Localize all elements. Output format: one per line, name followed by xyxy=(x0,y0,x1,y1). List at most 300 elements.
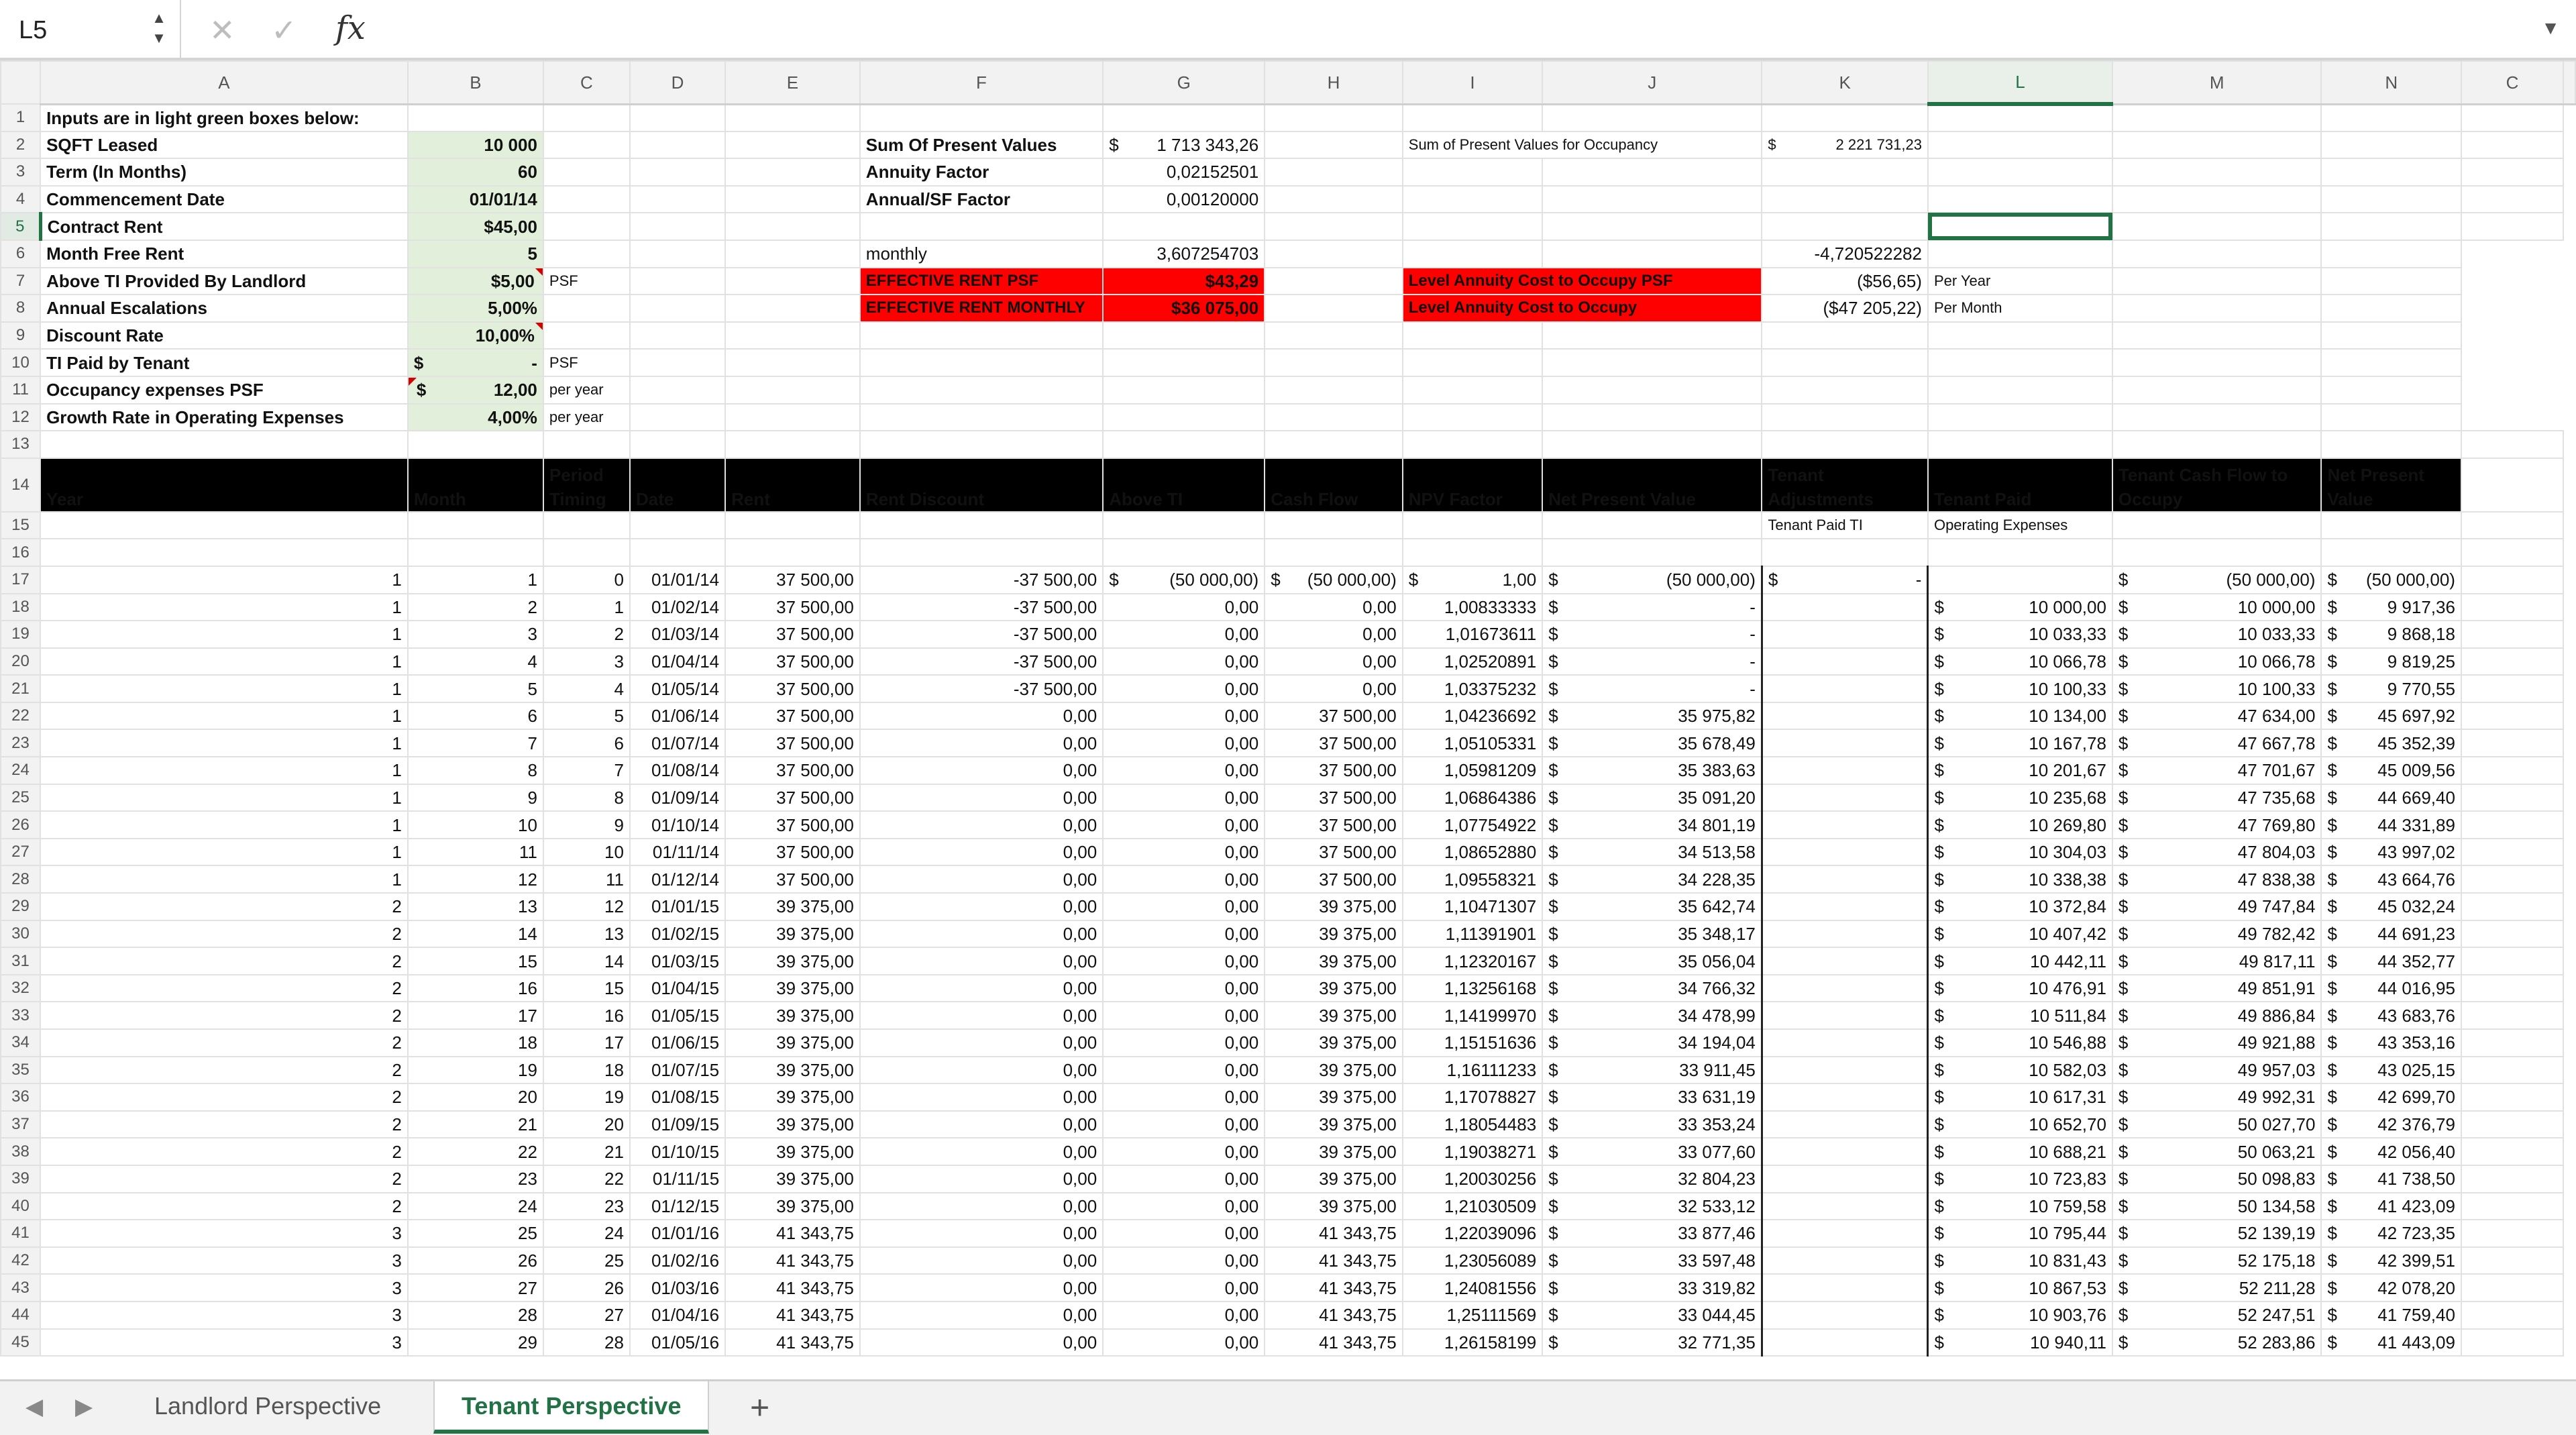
cell-tenant-npv[interactable] xyxy=(2321,1165,2461,1193)
input-value[interactable] xyxy=(408,240,543,268)
cell-npv-factor[interactable] xyxy=(1403,757,1542,784)
cell-rent[interactable] xyxy=(725,757,860,784)
cell-tenant-npv[interactable] xyxy=(2321,839,2461,866)
cell[interactable] xyxy=(725,376,860,404)
cell-date[interactable] xyxy=(630,784,725,812)
row-header[interactable]: 18 xyxy=(1,594,40,621)
cell[interactable] xyxy=(1265,295,1403,322)
cell-npv-factor[interactable] xyxy=(1403,1165,1542,1193)
cell-tenant-paid[interactable] xyxy=(1928,1165,2112,1193)
cell[interactable] xyxy=(1265,349,1403,376)
cell-rent-discount[interactable] xyxy=(860,566,1103,594)
cell-rent-discount[interactable] xyxy=(860,648,1103,676)
cell[interactable] xyxy=(1542,512,1762,539)
cell-npv[interactable] xyxy=(1542,1083,1762,1111)
cell-cash-flow[interactable] xyxy=(1265,1274,1403,1301)
name-box-stepper-icon[interactable]: ▲ ▼ xyxy=(152,9,166,46)
cell-month[interactable] xyxy=(408,1301,543,1329)
cell-year[interactable] xyxy=(40,1111,408,1138)
cell-rent-discount[interactable] xyxy=(860,1002,1103,1029)
cell[interactable] xyxy=(543,240,630,268)
cell[interactable] xyxy=(630,268,725,295)
cell[interactable] xyxy=(1542,240,1762,268)
cell[interactable] xyxy=(630,240,725,268)
row-header[interactable]: 32 xyxy=(1,975,40,1002)
cell-npv[interactable] xyxy=(1542,1002,1762,1029)
cell-tenant-adjustment[interactable] xyxy=(1762,566,1928,594)
cell-above-ti[interactable] xyxy=(1103,566,1265,594)
cell-date[interactable] xyxy=(630,1002,725,1029)
cell[interactable] xyxy=(1265,404,1403,431)
row-header[interactable]: 21 xyxy=(1,675,40,702)
cell-month[interactable] xyxy=(408,1029,543,1057)
cell-above-ti[interactable] xyxy=(1103,1002,1265,1029)
cell-date[interactable] xyxy=(630,594,725,621)
cell-tenant-npv[interactable] xyxy=(2321,947,2461,975)
name-box-value[interactable]: L5 xyxy=(19,16,48,44)
cell[interactable] xyxy=(1103,539,1265,566)
cell-npv[interactable] xyxy=(1542,729,1762,757)
cell-month[interactable] xyxy=(408,594,543,621)
cell[interactable] xyxy=(1762,322,1928,350)
input-value[interactable] xyxy=(408,213,543,240)
cell-month[interactable] xyxy=(408,729,543,757)
cell[interactable] xyxy=(630,404,725,431)
cancel-icon[interactable]: ✕ xyxy=(209,13,235,48)
column-header[interactable]: L xyxy=(1928,61,2112,104)
cell-above-ti[interactable] xyxy=(1103,811,1265,839)
cell[interactable] xyxy=(408,512,543,539)
cell-above-ti[interactable] xyxy=(1103,648,1265,676)
cell-date[interactable] xyxy=(630,811,725,839)
cell-tenant-paid[interactable] xyxy=(1928,621,2112,648)
cell[interactable] xyxy=(1762,539,1928,566)
cell[interactable] xyxy=(2461,839,2563,866)
column-header[interactable]: H xyxy=(1265,61,1403,104)
cell[interactable] xyxy=(630,349,725,376)
cell[interactable] xyxy=(860,104,1103,131)
cell-period[interactable] xyxy=(543,1274,630,1301)
cell-tenant-cash-flow[interactable] xyxy=(2112,757,2322,784)
cell-date[interactable] xyxy=(630,675,725,702)
cell-tenant-adjustment[interactable] xyxy=(1762,1301,1928,1329)
row-header[interactable]: 17 xyxy=(1,566,40,594)
cell-npv[interactable] xyxy=(1542,566,1762,594)
cell[interactable] xyxy=(2112,240,2322,268)
unit-label[interactable] xyxy=(1928,295,2112,322)
cell-tenant-cash-flow[interactable] xyxy=(2112,1274,2322,1301)
cell-npv[interactable] xyxy=(1542,784,1762,812)
cell[interactable] xyxy=(2461,1247,2563,1275)
input-label[interactable] xyxy=(40,376,408,404)
cell[interactable] xyxy=(860,404,1103,431)
cell[interactable] xyxy=(2321,213,2461,240)
cell-npv-factor[interactable] xyxy=(1403,947,1542,975)
cell-tenant-cash-flow[interactable] xyxy=(2112,1301,2322,1329)
fx-icon[interactable]: fx xyxy=(335,9,366,47)
cell-tenant-adjustment[interactable] xyxy=(1762,1138,1928,1165)
cell-rent[interactable] xyxy=(725,1329,860,1357)
comment-indicator-icon[interactable] xyxy=(535,322,543,330)
cell-tenant-adjustment[interactable] xyxy=(1762,893,1928,920)
cell-npv-factor[interactable] xyxy=(1403,1002,1542,1029)
cell-tenant-adjustment[interactable] xyxy=(1762,1247,1928,1275)
cell-tenant-cash-flow[interactable] xyxy=(2112,1220,2322,1247)
cell[interactable] xyxy=(2112,376,2322,404)
cell[interactable] xyxy=(1265,158,1403,186)
cell-cash-flow[interactable] xyxy=(1265,1138,1403,1165)
cell-rent-discount[interactable] xyxy=(860,1193,1103,1220)
cell-year[interactable] xyxy=(40,702,408,730)
cell-tenant-paid[interactable] xyxy=(1928,947,2112,975)
cell-tenant-cash-flow[interactable] xyxy=(2112,865,2322,893)
cell-cash-flow[interactable] xyxy=(1265,702,1403,730)
cell-npv-factor[interactable] xyxy=(1403,1083,1542,1111)
cell-above-ti[interactable] xyxy=(1103,1029,1265,1057)
add-sheet-icon[interactable]: + xyxy=(750,1389,770,1426)
summary-label[interactable] xyxy=(860,158,1103,186)
cell-tenant-paid[interactable] xyxy=(1928,1138,2112,1165)
cell[interactable] xyxy=(2461,1301,2563,1329)
cell-tenant-adjustment[interactable] xyxy=(1762,1029,1928,1057)
cell[interactable] xyxy=(40,512,408,539)
cell[interactable] xyxy=(2461,186,2563,213)
name-box[interactable] xyxy=(0,0,181,59)
cell[interactable] xyxy=(630,431,725,458)
cell-date[interactable] xyxy=(630,1165,725,1193)
cell-month[interactable] xyxy=(408,1138,543,1165)
cell[interactable] xyxy=(1762,376,1928,404)
cell-period[interactable] xyxy=(543,947,630,975)
chevron-left-icon[interactable]: ◀ xyxy=(25,1394,44,1420)
cell-npv[interactable] xyxy=(1542,621,1762,648)
cell-tenant-paid[interactable] xyxy=(1928,1057,2112,1084)
cell-period[interactable] xyxy=(543,675,630,702)
cell-period[interactable] xyxy=(543,1329,630,1357)
cell[interactable] xyxy=(725,295,860,322)
cell[interactable] xyxy=(2321,240,2461,268)
column-header[interactable]: K xyxy=(1762,61,1928,104)
cell-tenant-cash-flow[interactable] xyxy=(2112,1247,2322,1275)
row-header[interactable]: 9 xyxy=(1,322,40,350)
row-header[interactable]: 39 xyxy=(1,1165,40,1193)
cell[interactable] xyxy=(1542,539,1762,566)
cell-tenant-npv[interactable] xyxy=(2321,893,2461,920)
cell-period[interactable] xyxy=(543,729,630,757)
cell-rent-discount[interactable] xyxy=(860,1247,1103,1275)
cell-npv[interactable] xyxy=(1542,811,1762,839)
cell[interactable] xyxy=(2112,213,2322,240)
cell-month[interactable] xyxy=(408,920,543,948)
cell-month[interactable] xyxy=(408,1002,543,1029)
cell[interactable] xyxy=(1928,404,2112,431)
cell-npv-factor[interactable] xyxy=(1403,594,1542,621)
cell-rent[interactable] xyxy=(725,1301,860,1329)
cell-date[interactable] xyxy=(630,757,725,784)
column-header[interactable]: E xyxy=(725,61,860,104)
cell-tenant-npv[interactable] xyxy=(2321,1274,2461,1301)
cell-npv-factor[interactable] xyxy=(1403,1138,1542,1165)
cell[interactable] xyxy=(1403,376,1542,404)
cell-tenant-npv[interactable] xyxy=(2321,920,2461,948)
cell[interactable] xyxy=(408,431,543,458)
cell-period[interactable] xyxy=(543,865,630,893)
cell[interactable] xyxy=(1265,512,1403,539)
cell[interactable] xyxy=(1403,186,1542,213)
row-header[interactable]: 11 xyxy=(1,376,40,404)
cell[interactable] xyxy=(2321,404,2461,431)
cell-period[interactable] xyxy=(543,757,630,784)
cell[interactable] xyxy=(1265,268,1403,295)
cell-above-ti[interactable] xyxy=(1103,1083,1265,1111)
cell[interactable] xyxy=(1928,322,2112,350)
header-tenant-cash-flow[interactable] xyxy=(2112,458,2322,512)
cell-npv[interactable] xyxy=(1542,1111,1762,1138)
cell-npv-factor[interactable] xyxy=(1403,621,1542,648)
cell-rent[interactable] xyxy=(725,1002,860,1029)
cell-rent-discount[interactable] xyxy=(860,729,1103,757)
level-annuity-psf-label[interactable] xyxy=(1403,268,1762,295)
cell[interactable] xyxy=(1928,104,2112,131)
input-label[interactable] xyxy=(40,268,408,295)
cell[interactable] xyxy=(2461,104,2563,131)
cell-above-ti[interactable] xyxy=(1103,784,1265,812)
input-label[interactable] xyxy=(40,240,408,268)
cell-tenant-npv[interactable] xyxy=(2321,1138,2461,1165)
summary-value[interactable] xyxy=(1762,131,1928,159)
cell-cash-flow[interactable] xyxy=(1265,1301,1403,1329)
cell-cash-flow[interactable] xyxy=(1265,1193,1403,1220)
cell[interactable] xyxy=(408,539,543,566)
cell-month[interactable] xyxy=(408,1111,543,1138)
cell-year[interactable] xyxy=(40,1329,408,1357)
cell-npv-factor[interactable] xyxy=(1403,1274,1542,1301)
cell-rent-discount[interactable] xyxy=(860,1274,1103,1301)
cell-tenant-adjustment[interactable] xyxy=(1762,784,1928,812)
input-label[interactable] xyxy=(40,213,408,240)
cell[interactable] xyxy=(630,158,725,186)
cell-date[interactable] xyxy=(630,865,725,893)
cell-above-ti[interactable] xyxy=(1103,1057,1265,1084)
effective-rent-monthly-value[interactable] xyxy=(1103,295,1265,322)
row-header[interactable]: 22 xyxy=(1,702,40,730)
cell-month[interactable] xyxy=(408,1057,543,1084)
cell-year[interactable] xyxy=(40,1274,408,1301)
cell[interactable] xyxy=(725,213,860,240)
selected-cell-l5[interactable] xyxy=(1928,213,2112,240)
cell-month[interactable] xyxy=(408,784,543,812)
header-cash-flow[interactable] xyxy=(1265,458,1403,512)
summary-label[interactable] xyxy=(860,131,1103,159)
cell[interactable] xyxy=(2461,1002,2563,1029)
cell[interactable] xyxy=(1403,240,1542,268)
cell-period[interactable] xyxy=(543,1057,630,1084)
cell-tenant-cash-flow[interactable] xyxy=(2112,1083,2322,1111)
cell-above-ti[interactable] xyxy=(1103,975,1265,1002)
cell-npv-factor[interactable] xyxy=(1403,648,1542,676)
cell[interactable] xyxy=(1542,213,1762,240)
cell-above-ti[interactable] xyxy=(1103,1220,1265,1247)
cell-rent-discount[interactable] xyxy=(860,784,1103,812)
cell[interactable] xyxy=(1403,104,1542,131)
unit-label[interactable] xyxy=(543,268,630,295)
cell-rent-discount[interactable] xyxy=(860,920,1103,948)
cell-tenant-paid[interactable] xyxy=(1928,811,2112,839)
cell-period[interactable] xyxy=(543,1029,630,1057)
cell-date[interactable] xyxy=(630,1029,725,1057)
cell-rent[interactable] xyxy=(725,1057,860,1084)
row-header[interactable]: 10 xyxy=(1,349,40,376)
cell-year[interactable] xyxy=(40,947,408,975)
cell-tenant-paid[interactable] xyxy=(1928,975,2112,1002)
cell-npv[interactable] xyxy=(1542,947,1762,975)
cell[interactable] xyxy=(2461,920,2563,948)
cell[interactable] xyxy=(725,404,860,431)
cell[interactable] xyxy=(630,322,725,350)
cell-month[interactable] xyxy=(408,566,543,594)
cell[interactable] xyxy=(543,158,630,186)
cell-rent[interactable] xyxy=(725,1274,860,1301)
cell-rent[interactable] xyxy=(725,729,860,757)
cell-tenant-adjustment[interactable] xyxy=(1762,839,1928,866)
cell[interactable] xyxy=(2461,947,2563,975)
cell-cash-flow[interactable] xyxy=(1265,893,1403,920)
cell-date[interactable] xyxy=(630,1274,725,1301)
header-tenant-paid[interactable] xyxy=(1928,458,2112,512)
cell[interactable] xyxy=(1265,186,1403,213)
cell-tenant-cash-flow[interactable] xyxy=(2112,594,2322,621)
cell[interactable] xyxy=(1928,240,2112,268)
input-label[interactable] xyxy=(40,349,408,376)
cell[interactable] xyxy=(1403,431,1542,458)
row-header[interactable]: 23 xyxy=(1,729,40,757)
cell[interactable] xyxy=(2112,539,2322,566)
cell-tenant-paid[interactable] xyxy=(1928,865,2112,893)
cell-rent-discount[interactable] xyxy=(860,1083,1103,1111)
cell-tenant-npv[interactable] xyxy=(2321,675,2461,702)
cell-year[interactable] xyxy=(40,729,408,757)
unit-label[interactable] xyxy=(543,349,630,376)
cell-date[interactable] xyxy=(630,1301,725,1329)
column-header[interactable]: I xyxy=(1403,61,1542,104)
cell-tenant-npv[interactable] xyxy=(2321,811,2461,839)
cell[interactable] xyxy=(1265,213,1403,240)
cell[interactable] xyxy=(1542,431,1762,458)
cell[interactable] xyxy=(1928,431,2112,458)
cell-tenant-adjustment[interactable] xyxy=(1762,757,1928,784)
cell-rent-discount[interactable] xyxy=(860,757,1103,784)
cell-period[interactable] xyxy=(543,1083,630,1111)
cell[interactable] xyxy=(2461,1220,2563,1247)
cell-above-ti[interactable] xyxy=(1103,839,1265,866)
cell-month[interactable] xyxy=(408,811,543,839)
cell[interactable] xyxy=(2461,1083,2563,1111)
cell-month[interactable] xyxy=(408,893,543,920)
cell-rent[interactable] xyxy=(725,947,860,975)
cell-rent[interactable] xyxy=(725,1138,860,1165)
input-label[interactable] xyxy=(40,295,408,322)
cell-above-ti[interactable] xyxy=(1103,729,1265,757)
summary-label[interactable] xyxy=(860,186,1103,213)
cell-npv-factor[interactable] xyxy=(1403,675,1542,702)
cell-tenant-cash-flow[interactable] xyxy=(2112,811,2322,839)
row-header[interactable]: 3 xyxy=(1,158,40,186)
column-header[interactable]: D xyxy=(630,61,725,104)
cell[interactable] xyxy=(2461,811,2563,839)
cell[interactable] xyxy=(2461,1057,2563,1084)
comment-indicator-icon[interactable] xyxy=(409,378,417,386)
cell[interactable] xyxy=(1265,431,1403,458)
cell[interactable] xyxy=(2321,376,2461,404)
cell-cash-flow[interactable] xyxy=(1265,1220,1403,1247)
row-header[interactable]: 28 xyxy=(1,865,40,893)
cell-year[interactable] xyxy=(40,1301,408,1329)
cell-rent-discount[interactable] xyxy=(860,1165,1103,1193)
cell-rent-discount[interactable] xyxy=(860,947,1103,975)
cell-npv-factor[interactable] xyxy=(1403,839,1542,866)
unit-label[interactable] xyxy=(543,404,630,431)
cell-month[interactable] xyxy=(408,947,543,975)
cell[interactable] xyxy=(1928,158,2112,186)
cell-tenant-cash-flow[interactable] xyxy=(2112,1111,2322,1138)
row-header[interactable]: 1 xyxy=(1,104,40,131)
cell-rent-discount[interactable] xyxy=(860,621,1103,648)
cell[interactable] xyxy=(1762,213,1928,240)
cell-rent-discount[interactable] xyxy=(860,1220,1103,1247)
summary-value[interactable] xyxy=(1762,240,1928,268)
cell-tenant-npv[interactable] xyxy=(2321,1057,2461,1084)
cell-npv[interactable] xyxy=(1542,975,1762,1002)
cell[interactable] xyxy=(630,131,725,159)
cell-rent[interactable] xyxy=(725,1111,860,1138)
cell-tenant-npv[interactable] xyxy=(2321,865,2461,893)
cell-period[interactable] xyxy=(543,702,630,730)
cell-npv-factor[interactable] xyxy=(1403,1111,1542,1138)
cell-tenant-adjustment[interactable] xyxy=(1762,594,1928,621)
cell-period[interactable] xyxy=(543,1193,630,1220)
row-header[interactable]: 5 xyxy=(1,213,40,240)
cell[interactable] xyxy=(2112,158,2322,186)
cell-year[interactable] xyxy=(40,920,408,948)
cell-date[interactable] xyxy=(630,920,725,948)
cell-year[interactable] xyxy=(40,648,408,676)
cell-year[interactable] xyxy=(40,1220,408,1247)
cell-tenant-paid[interactable] xyxy=(1928,1247,2112,1275)
cell[interactable] xyxy=(2321,349,2461,376)
cell-tenant-npv[interactable] xyxy=(2321,757,2461,784)
cell[interactable] xyxy=(40,539,408,566)
cell-period[interactable] xyxy=(543,1138,630,1165)
row-header[interactable]: 36 xyxy=(1,1083,40,1111)
summary-value[interactable] xyxy=(1103,131,1265,159)
cell-tenant-npv[interactable] xyxy=(2321,1002,2461,1029)
row-header[interactable]: 41 xyxy=(1,1220,40,1247)
cell-rent[interactable] xyxy=(725,1193,860,1220)
cell[interactable] xyxy=(543,295,630,322)
cell-above-ti[interactable] xyxy=(1103,1138,1265,1165)
cell[interactable] xyxy=(1265,104,1403,131)
cell-above-ti[interactable] xyxy=(1103,675,1265,702)
cell-date[interactable] xyxy=(630,1111,725,1138)
cell-tenant-paid[interactable] xyxy=(1928,648,2112,676)
cell[interactable] xyxy=(2461,1274,2563,1301)
cell[interactable] xyxy=(543,131,630,159)
input-label[interactable] xyxy=(40,158,408,186)
cell[interactable] xyxy=(543,186,630,213)
cell-tenant-paid[interactable] xyxy=(1928,1002,2112,1029)
cell[interactable] xyxy=(860,213,1103,240)
subheader-operating-expenses[interactable] xyxy=(1928,512,2112,539)
